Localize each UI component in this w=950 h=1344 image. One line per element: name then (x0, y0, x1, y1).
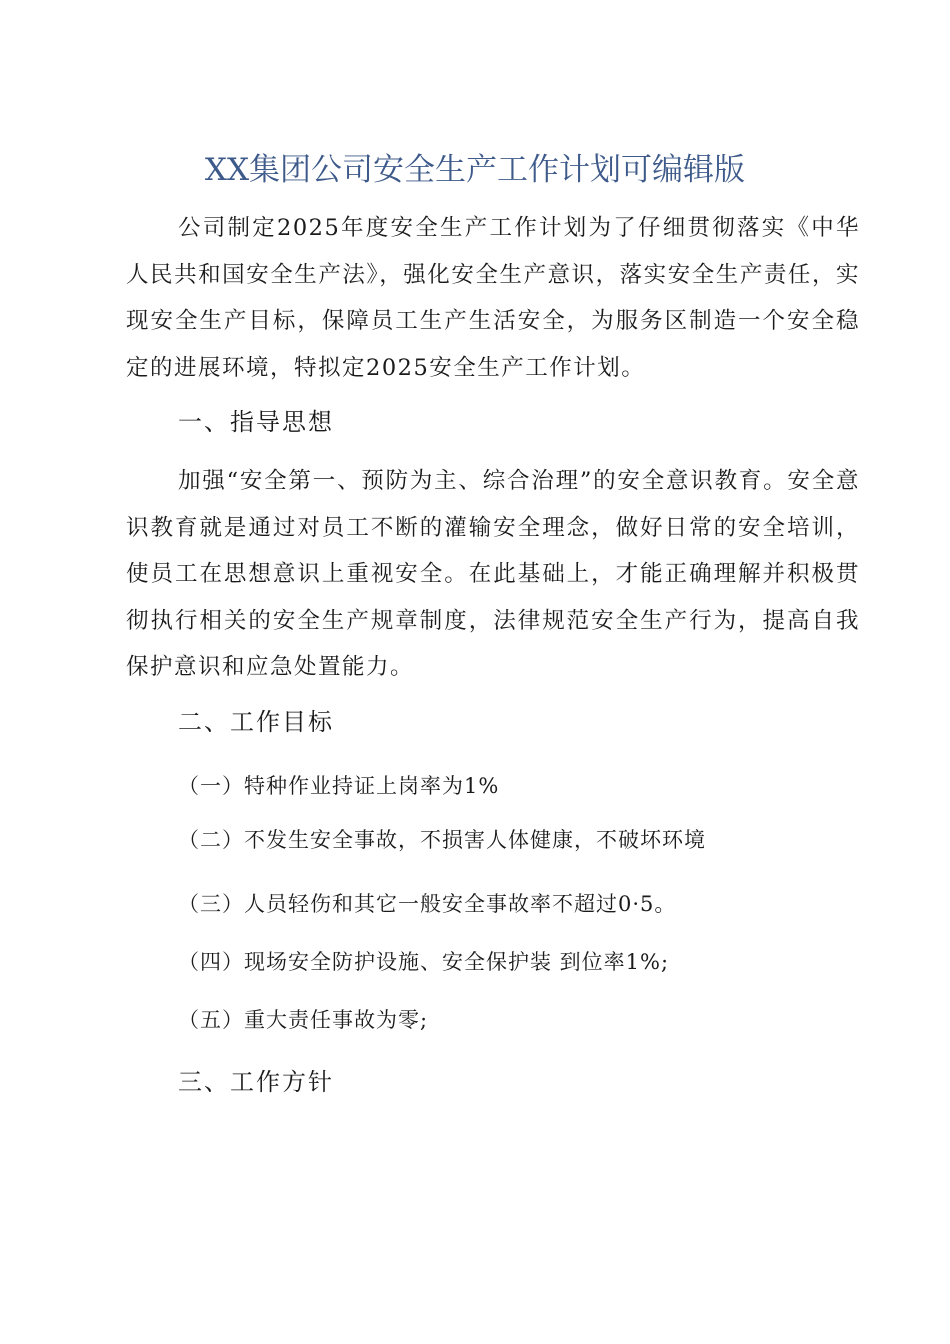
goal-item: （一）特种作业持证上岗率为1% (178, 774, 500, 798)
goal-item: （三）人员轻伤和其它一般安全事故率不超过0·5。 (178, 892, 677, 916)
section-heading-work-policy: 三、工作方针 (178, 1068, 334, 1096)
goal-item: （五）重大责任事故为零; (178, 1008, 429, 1032)
guiding-thought-paragraph: 加强“安全第一、预防为主、综合治理”的安全意识教育。安全意识教育就是通过对员工不断的灌输安全理念，做好日常的安全培训，使员工在思想意识上重视安全。在此基础上，才能正确理解并积极贯彻执行相关的安全生产规章制度，法律规范安全生产行为，提高自我保护意识和应急处置能力。 (126, 468, 860, 680)
section-heading-guiding-thought: 一、指导思想 (178, 408, 334, 436)
goal-item: （四）现场安全防护设施、安全保护装 到位率1%; (178, 950, 670, 974)
document-title: XX集团公司安全生产工作计划可编辑版 (204, 152, 746, 188)
intro-paragraph: 公司制定2025年度安全生产工作计划为了仔细贯彻落实《中华人民共和国安全生产法》，强化安全生产意识，落实安全生产责任，实现安全生产目标，保障员工生产生活安全，为服务区制造一个安全稳定的进展环境，特拟定2025安全生产工作计划。 (126, 215, 860, 381)
goal-item: （二）不发生安全事故，不损害人体健康，不破坏环境 (178, 828, 706, 852)
section-heading-work-goals: 二、工作目标 (178, 708, 334, 736)
